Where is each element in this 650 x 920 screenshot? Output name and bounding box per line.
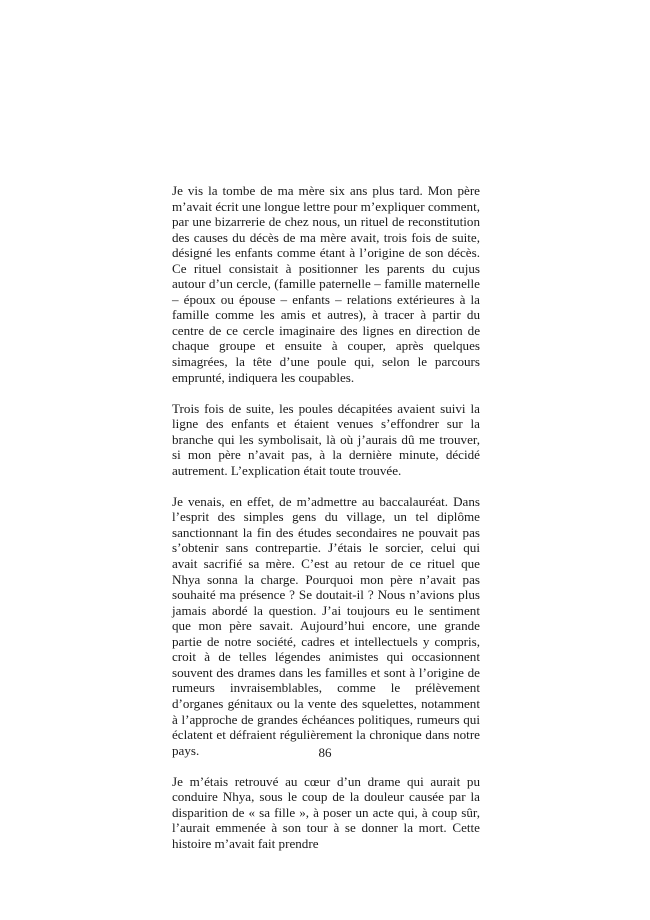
- page-number: 86: [318, 745, 332, 760]
- paragraph-4: Je m’étais retrouvé au cœur d’un drame qui aurait pu conduire Nhya, sous le coup de la douleur causée par la disparition de « sa fille », à poser un acte qui, à coup sûr, l’aurait emmenée à son tour à se donner la mort. Cette histoire m’avait fait prendre: [172, 773, 480, 851]
- paragraph-3: Je venais, en effet, de m’admettre au baccalauréat. Dans l’esprit des simples gens du village, un tel diplôme sanctionnant la fin des études secondaires ne pouvait pas s’obtenir sans contrepartie. J’étais le sorcier, celui qui avait sacrifié sa mère. C’est au retour de ce rituel que Nhya sonna la charge. Pourquoi mon père n’avait pas souhaité ma présence ? Se doutait-il ? Nous n’avions plus jamais abordé la question. J’ai toujours eu le sentiment que mon père savait. Aujourd’hui encore, une grande partie de notre société, cadres et intellectuels y compris, croit à de telles légendes animistes qui occasionnent souvent des drames dans les familles et sont à l’origine de rumeurs invraisemblables, comme le prélèvement d’organes génitaux ou la vente des squelettes, notamment à l’approche de grandes échéances politiques, rumeurs qui éclatent et défraient régulièrement la chronique dans notre pays.: [172, 493, 480, 758]
- paragraph-2: Trois fois de suite, les poules décapitées avaient suivi la ligne des enfants et étaient venues s’effondrer sur la branche qui les symbolisait, là où j’aurais dû me trouver, si mon père n’avait pas, à la dernière minute, décidé autrement. L’explication était toute trouvée.: [172, 400, 480, 478]
- paragraph-1: Je vis la tombe de ma mère six ans plus tard. Mon père m’avait écrit une longue lettre pour m’expliquer comment, par une bizarrerie de chez nous, un rituel de reconstitution des causes du décès de ma mère avait, trois fois de suite, désigné les enfants comme étant à l’origine de son décès. Ce rituel consistait à positionner les parents du cujus autour d’un cercle, (famille paternelle – famille maternelle – époux ou épouse – enfants – relations extérieures à la famille comme les amis et autres), à tracer à partir du centre de ce cercle imaginaire des lignes en direction de chaque groupe et ensuite à couper, après quelques simagrées, la tête d’une poule qui, selon le parcours emprunté, indiquera les coupables.: [172, 183, 480, 385]
